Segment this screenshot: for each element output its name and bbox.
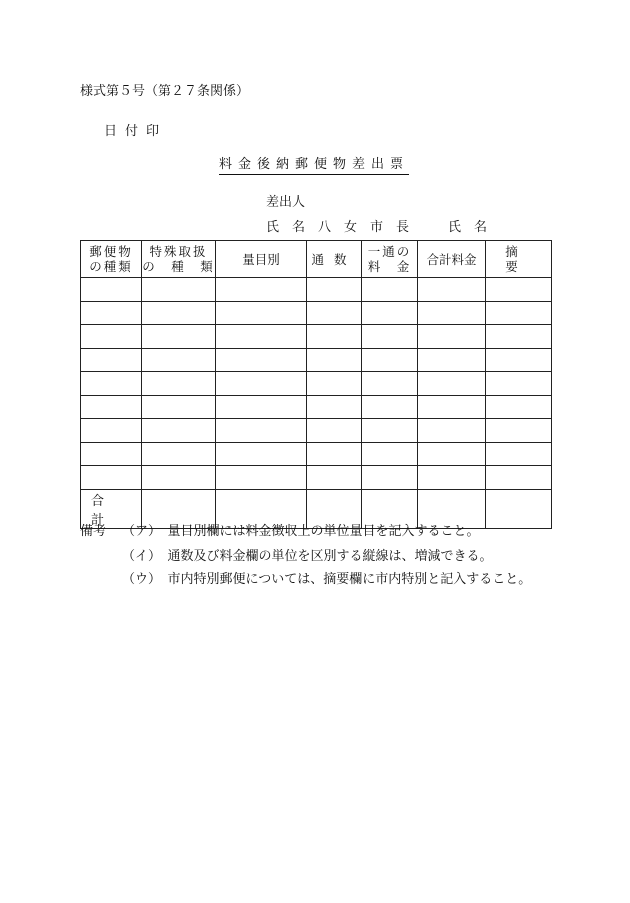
- cell-total-fee[interactable]: [418, 325, 486, 349]
- cell-mail-type[interactable]: [81, 466, 142, 490]
- cell-mail-type[interactable]: [81, 419, 142, 443]
- note-item-a: （ア） 量目別欄には料金徴収上の単位量目を記入すること。: [122, 524, 480, 539]
- table-row: [81, 419, 552, 443]
- table-row: [81, 466, 552, 490]
- cell-total-fee[interactable]: [418, 348, 486, 372]
- cell-mail-type[interactable]: [81, 278, 142, 302]
- table-header-row: [81, 241, 552, 278]
- cell-remarks[interactable]: [486, 348, 552, 372]
- sender-name: 氏名八女市長 氏名: [266, 220, 501, 235]
- cell-weight-class[interactable]: [216, 348, 307, 372]
- header-special-handling-line2: の 種 類: [142, 259, 215, 274]
- cell-unit-fee[interactable]: [362, 325, 418, 349]
- header-weight-class: 量目別: [216, 241, 307, 278]
- cell-special-handling[interactable]: [142, 419, 216, 443]
- header-remarks: 摘要: [486, 241, 552, 278]
- cell-count[interactable]: [307, 301, 362, 325]
- date-stamp-label: 日付印: [104, 124, 168, 139]
- cell-mail-type[interactable]: [81, 395, 142, 419]
- form-number: 様式第５号（第２７条関係）: [80, 84, 250, 99]
- cell-remarks[interactable]: [486, 325, 552, 349]
- table-row: [81, 325, 552, 349]
- cell-count[interactable]: [307, 419, 362, 443]
- table-row: [81, 372, 552, 396]
- cell-total-fee[interactable]: [418, 442, 486, 466]
- cell-remarks[interactable]: [486, 301, 552, 325]
- cell-total-fee[interactable]: [418, 395, 486, 419]
- postal-slip-table: [80, 240, 552, 529]
- cell-special-handling[interactable]: [142, 325, 216, 349]
- cell-special-handling[interactable]: [142, 442, 216, 466]
- cell-count[interactable]: [307, 372, 362, 396]
- cell-mail-type[interactable]: [81, 372, 142, 396]
- cell-total-fee[interactable]: [418, 278, 486, 302]
- total-label: 合計: [81, 489, 142, 528]
- cell-mail-type[interactable]: [81, 301, 142, 325]
- cell-special-handling[interactable]: [142, 348, 216, 372]
- table-row: [81, 278, 552, 302]
- note-item-c: （ウ） 市内特別郵便については、摘要欄に市内特別と記入すること。: [122, 572, 532, 587]
- header-mail-type: [81, 241, 142, 278]
- note-item-b: （イ） 通数及び料金欄の単位を区別する縦線は、増減できる。: [122, 549, 493, 564]
- header-mail-type-line2: の種類: [89, 259, 133, 274]
- cell-total-fee[interactable]: [418, 419, 486, 443]
- cell-unit-fee[interactable]: [362, 278, 418, 302]
- table-row: [81, 301, 552, 325]
- cell-special-handling[interactable]: [142, 372, 216, 396]
- cell-total-fee[interactable]: [418, 466, 486, 490]
- header-unit-fee-line2: 料 金: [367, 259, 412, 274]
- cell-count[interactable]: [307, 348, 362, 372]
- cell-remarks[interactable]: [486, 419, 552, 443]
- header-count: 通数: [307, 241, 362, 278]
- cell-weight-class[interactable]: [216, 301, 307, 325]
- cell-unit-fee[interactable]: [362, 395, 418, 419]
- total-cell-remarks[interactable]: [486, 489, 552, 528]
- cell-weight-class[interactable]: [216, 372, 307, 396]
- cell-count[interactable]: [307, 442, 362, 466]
- cell-weight-class[interactable]: [216, 419, 307, 443]
- cell-remarks[interactable]: [486, 466, 552, 490]
- header-special-handling: [142, 241, 216, 278]
- sender-label: 差出人: [266, 195, 306, 210]
- cell-special-handling[interactable]: [142, 278, 216, 302]
- table-row: [81, 442, 552, 466]
- cell-unit-fee[interactable]: [362, 419, 418, 443]
- header-mail-type-line1: 郵便物: [89, 244, 133, 259]
- cell-special-handling[interactable]: [142, 466, 216, 490]
- cell-unit-fee[interactable]: [362, 372, 418, 396]
- header-special-handling-line1: 特殊取扱: [149, 244, 208, 259]
- cell-unit-fee[interactable]: [362, 442, 418, 466]
- cell-count[interactable]: [307, 325, 362, 349]
- cell-weight-class[interactable]: [216, 442, 307, 466]
- cell-unit-fee[interactable]: [362, 301, 418, 325]
- cell-remarks[interactable]: [486, 372, 552, 396]
- cell-count[interactable]: [307, 278, 362, 302]
- cell-total-fee[interactable]: [418, 301, 486, 325]
- document-title: 料金後納郵便物差出票: [219, 157, 409, 175]
- cell-total-fee[interactable]: [418, 372, 486, 396]
- header-total-fee: 合計料金: [418, 241, 486, 278]
- cell-mail-type[interactable]: [81, 348, 142, 372]
- cell-unit-fee[interactable]: [362, 466, 418, 490]
- table-row: [81, 395, 552, 419]
- table-row: [81, 348, 552, 372]
- cell-remarks[interactable]: [486, 442, 552, 466]
- cell-mail-type[interactable]: [81, 325, 142, 349]
- cell-count[interactable]: [307, 395, 362, 419]
- table-body: [81, 278, 552, 529]
- cell-weight-class[interactable]: [216, 395, 307, 419]
- header-unit-fee-line1: 一通の: [367, 244, 412, 259]
- cell-remarks[interactable]: [486, 395, 552, 419]
- cell-mail-type[interactable]: [81, 442, 142, 466]
- cell-special-handling[interactable]: [142, 301, 216, 325]
- cell-special-handling[interactable]: [142, 395, 216, 419]
- cell-unit-fee[interactable]: [362, 348, 418, 372]
- notes-title: 備考: [80, 524, 107, 539]
- cell-weight-class[interactable]: [216, 278, 307, 302]
- cell-count[interactable]: [307, 466, 362, 490]
- header-unit-fee: [362, 241, 418, 278]
- cell-remarks[interactable]: [486, 278, 552, 302]
- cell-weight-class[interactable]: [216, 325, 307, 349]
- cell-weight-class[interactable]: [216, 466, 307, 490]
